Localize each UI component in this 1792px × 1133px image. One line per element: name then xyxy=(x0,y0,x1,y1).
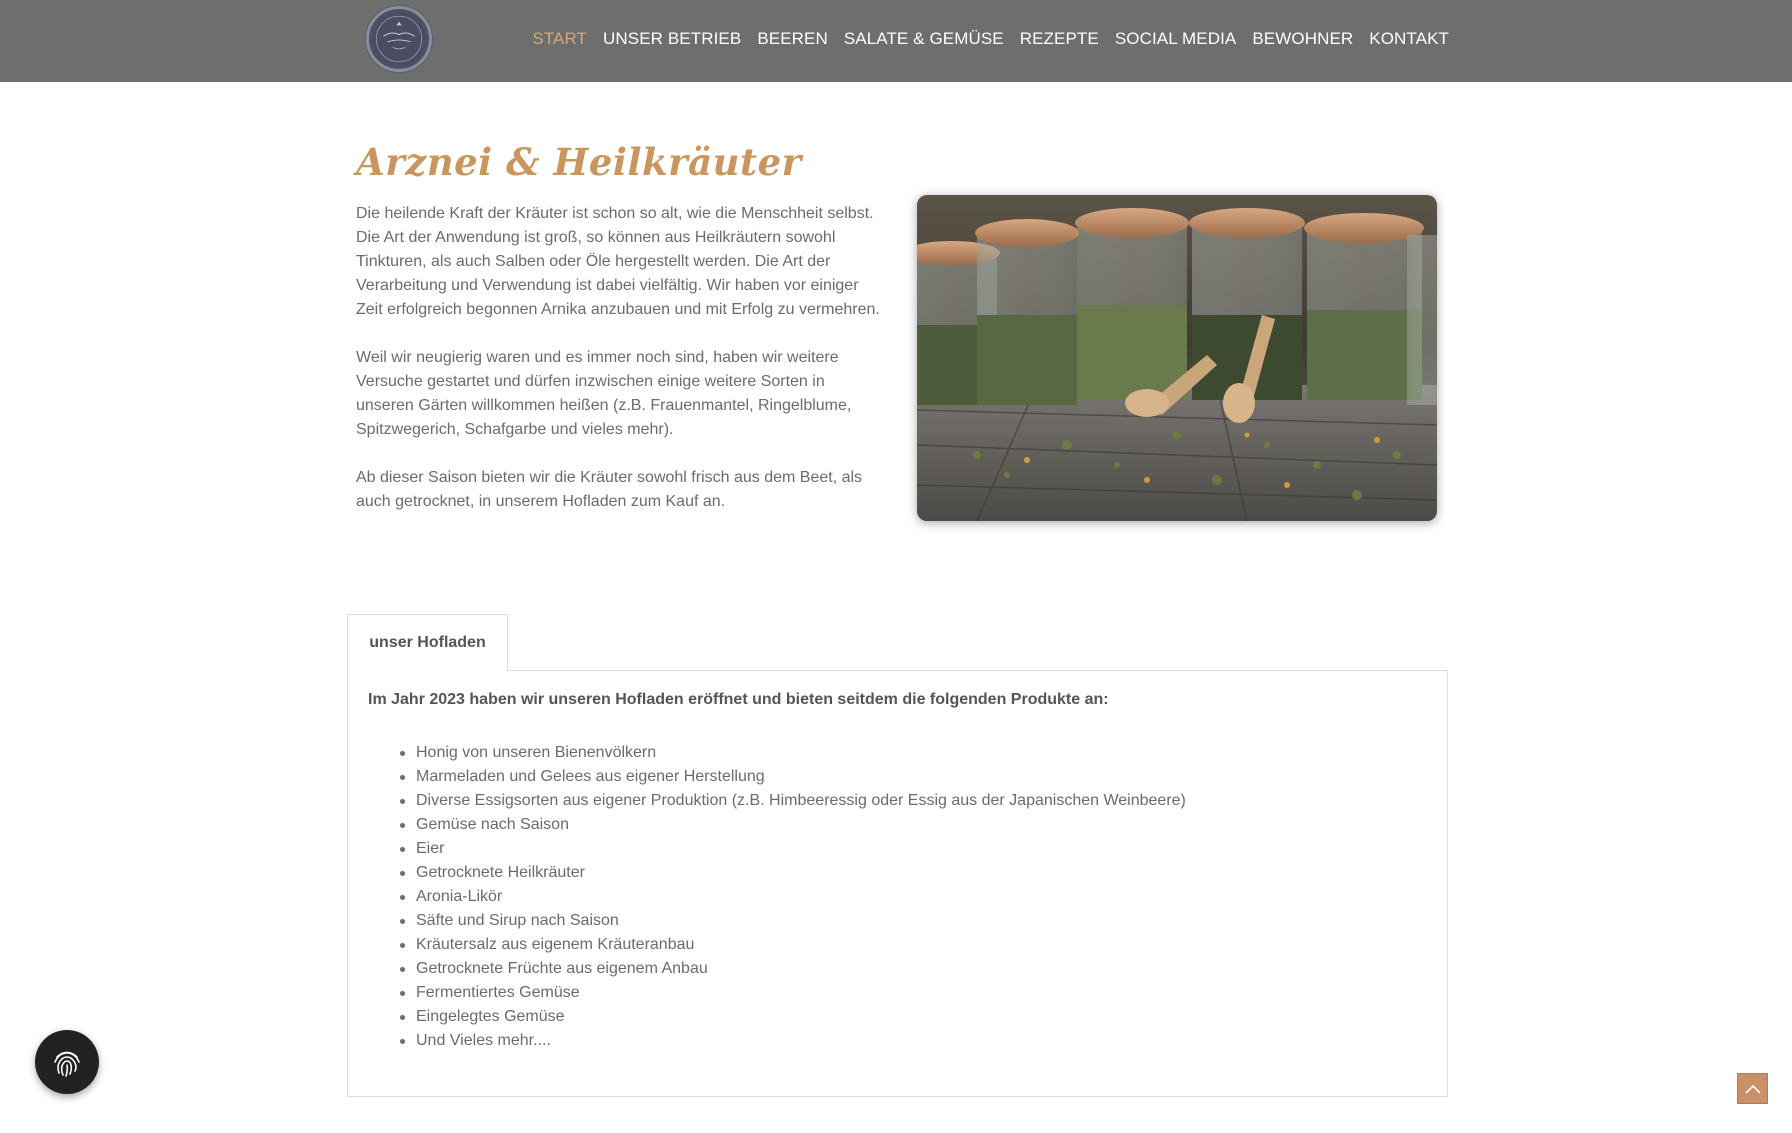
chevron-up-icon xyxy=(1745,1084,1761,1094)
list-item: Getrocknete Heilkräuter xyxy=(416,861,1186,885)
site-logo[interactable] xyxy=(366,6,432,72)
tab-unser-hofladen[interactable]: unser Hofladen xyxy=(347,614,508,671)
nav-item-bewohner[interactable]: BEWOHNER xyxy=(1252,29,1354,48)
site-header xyxy=(0,0,1792,82)
main-navigation xyxy=(532,0,1449,78)
cookie-consent-button[interactable] xyxy=(35,1030,99,1094)
nav-item-rezepte[interactable]: REZEPTE xyxy=(1019,29,1099,48)
list-item: Fermentiertes Gemüse xyxy=(416,981,1186,1005)
nav-item-unser-betrieb[interactable]: UNSER BETRIEB xyxy=(603,29,742,48)
logo-emblem-icon xyxy=(369,9,429,69)
list-item: Marmeladen und Gelees aus eigener Herstellung xyxy=(416,765,1186,789)
list-item: Kräutersalz aus eigenem Kräuteranbau xyxy=(416,933,1186,957)
list-item: Gemüse nach Saison xyxy=(416,813,1186,837)
list-item: Säfte und Sirup nach Saison xyxy=(416,909,1186,933)
list-item: Getrocknete Früchte aus eigenem Anbau xyxy=(416,957,1186,981)
intro-paragraph: Ab dieser Saison bieten wir die Kräuter sowohl frisch aus dem Beet, als auch getrocknet, in unserem Hofladen zum Kauf an. xyxy=(356,469,863,510)
list-item: Honig von unseren Bienenvölkern xyxy=(416,741,1186,765)
nav-item-salate-gemuese[interactable]: SALATE & GEMÜSE xyxy=(843,29,1004,48)
nav-item-start[interactable]: START xyxy=(532,29,588,48)
list-item: Und Vieles mehr.... xyxy=(416,1029,1186,1053)
fingerprint-icon xyxy=(50,1045,84,1079)
intro-paragraph: Die heilende Kraft der Kräuter ist schon so alt, wie die Menschheit selbst. Die Art der Anwendung ist groß, so können aus Heilkräutern sowohl Tinkturen, als auch Salben oder Öle hergestellt werden. Die Art der Verarbeitung und Verwendung ist dabei vielfältig. Wir haben vor einiger Zeit erfolgreich begonnen Arnika anzubauen und mit Erfolg zu vermehren. xyxy=(356,205,880,318)
nav-item-beeren[interactable]: BEEREN xyxy=(757,29,828,48)
section-title: Arznei & Heilkräuter xyxy=(356,140,802,184)
product-list xyxy=(416,741,1186,1053)
list-item: Eier xyxy=(416,837,1186,861)
nav-item-kontakt[interactable]: KONTAKT xyxy=(1369,29,1449,48)
herbs-jars-photo xyxy=(917,195,1437,521)
list-item: Diverse Essigsorten aus eigener Produktion (z.B. Himbeeressig oder Essig aus der Japanischen Weinbeere) xyxy=(416,789,1186,813)
shop-lead-text: Im Jahr 2023 haben wir unseren Hofladen eröffnet und bieten seitdem die folgenden Produkte an: xyxy=(368,691,1109,708)
scroll-to-top-button[interactable] xyxy=(1737,1073,1768,1104)
list-item: Eingelegtes Gemüse xyxy=(416,1005,1186,1029)
tab-panel-hofladen xyxy=(347,670,1448,1097)
intro-text xyxy=(356,202,884,538)
list-item: Aronia-Likör xyxy=(416,885,1186,909)
nav-item-social-media[interactable]: SOCIAL MEDIA xyxy=(1114,29,1237,48)
intro-paragraph: Weil wir neugierig waren und es immer noch sind, haben wir weitere Versuche gestartet und dürfen inzwischen einige weitere Sorten in unseren Gärten willkommen heißen (z.B. Frauenmantel, Ringelblume, Spitzwegerich, Schafgarbe und vieles mehr). xyxy=(356,349,852,438)
